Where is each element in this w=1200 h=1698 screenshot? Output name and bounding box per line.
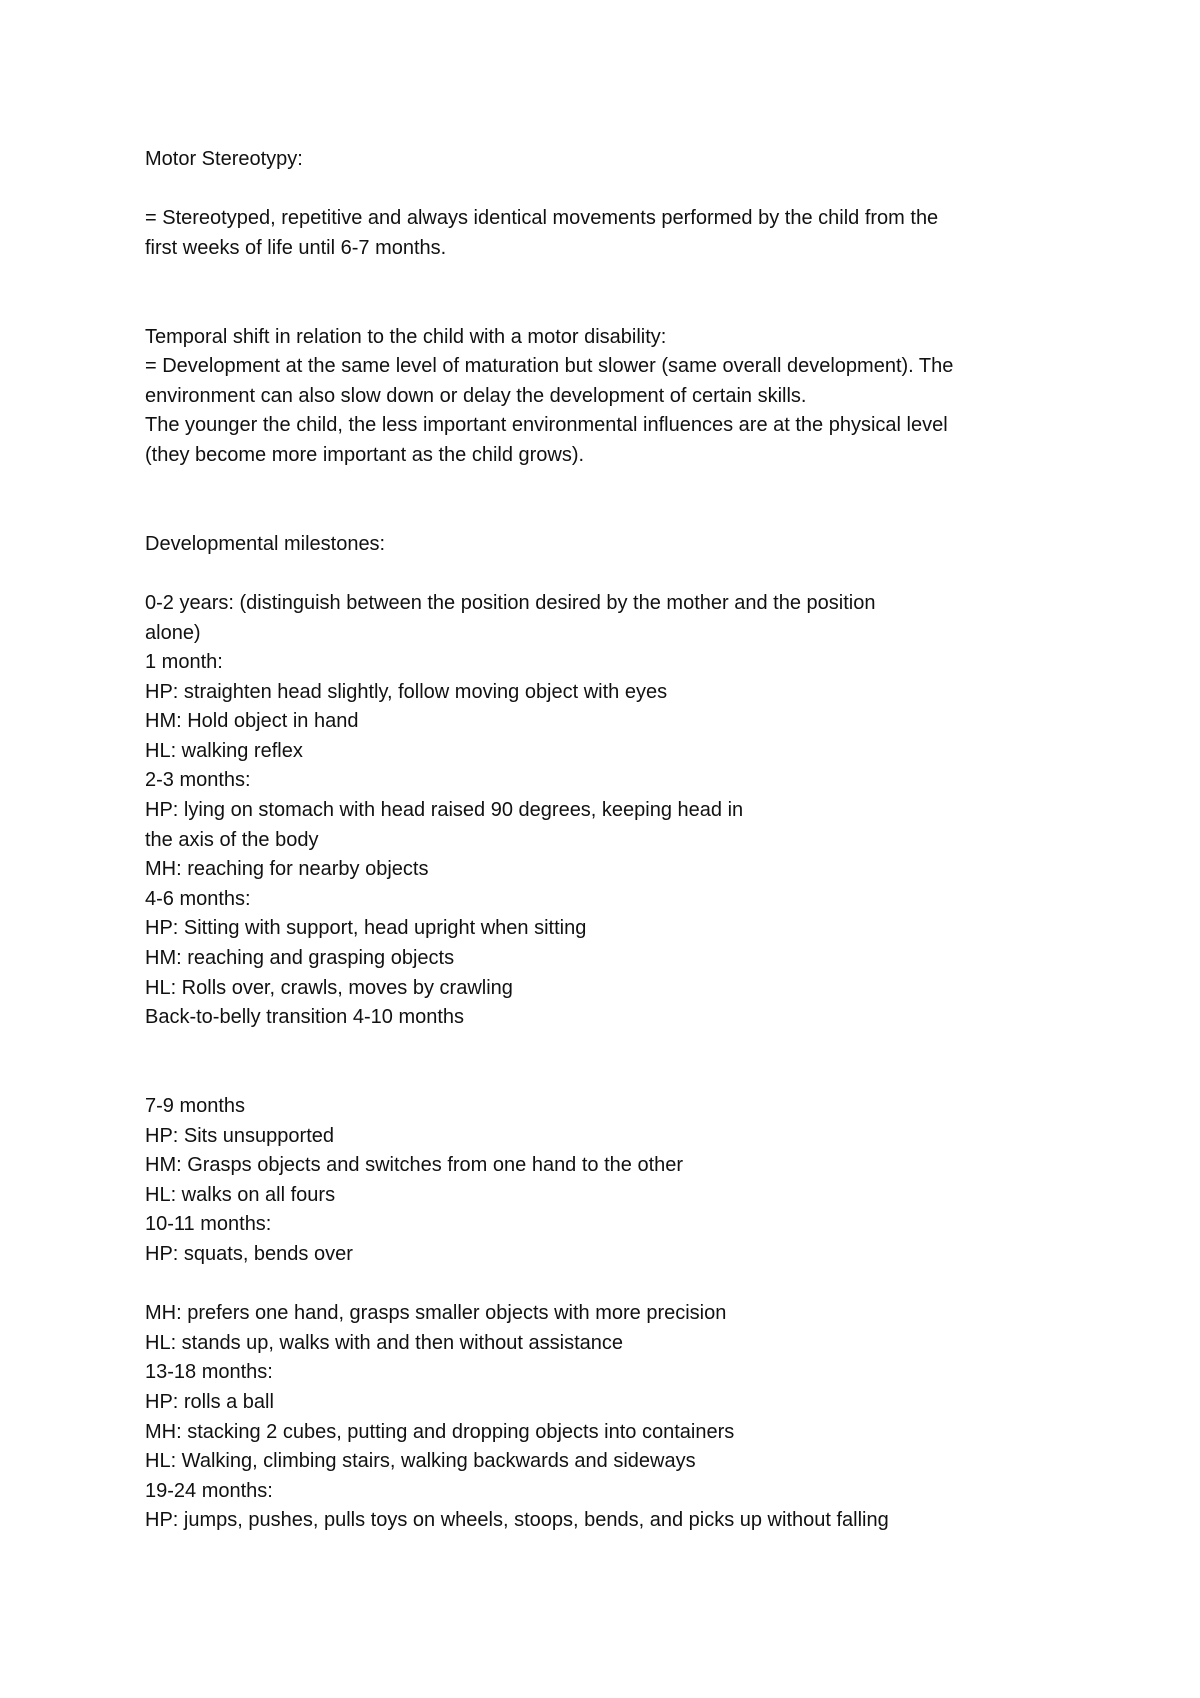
milestone-line: 7-9 months [145, 1095, 246, 1117]
paragraph-line: first weeks of life until 6-7 months. [145, 236, 447, 259]
milestone-line: HL: walking reflex [145, 739, 303, 762]
paragraph-line: environment can also slow down or delay the development of certain skills. [145, 384, 807, 407]
milestone-line: alone) [145, 621, 201, 644]
paragraph-line: The younger the child, the less important environmental influences are at the physical level [145, 414, 948, 437]
document-body [145, 145, 1075, 1536]
milestone-line: HP: Sits unsupported [145, 1124, 334, 1147]
milestone-line: HL: Walking, climbing stairs, walking backwards and sideways [145, 1450, 696, 1473]
paragraph-line: (they become more important as the child grows). [145, 443, 585, 466]
milestone-line: 19-24 months: [145, 1479, 273, 1502]
milestone-line: HL: walks on all fours [145, 1183, 336, 1206]
milestone-line: 1 month: [145, 651, 223, 674]
milestone-line: Back-to-belly transition 4-10 months [145, 1006, 465, 1029]
milestone-line: MH: prefers one hand, grasps smaller objects with more precision [145, 1302, 727, 1325]
heading-developmental-milestones: Developmental milestones: [145, 532, 386, 555]
milestone-line: MH: stacking 2 cubes, putting and dropping objects into containers [145, 1420, 735, 1443]
milestone-line: HP: straighten head slightly, follow moving object with eyes [145, 680, 668, 703]
milestone-line: HL: Rolls over, crawls, moves by crawling [145, 976, 513, 999]
spacer [145, 175, 1075, 205]
milestone-line: HM: reaching and grasping objects [145, 947, 455, 970]
milestone-line: HP: squats, bends over [145, 1242, 353, 1265]
milestone-line: HL: stands up, walks with and then without assistance [145, 1331, 624, 1354]
spacer [145, 559, 1075, 589]
milestone-line: HP: rolls a ball [145, 1390, 274, 1413]
milestone-line: HM: Grasps objects and switches from one hand to the other [145, 1154, 684, 1177]
paragraph-line: = Development at the same level of maturation but slower (same overall development). The [145, 355, 954, 378]
milestone-line: HP: lying on stomach with head raised 90 degrees, keeping head in [145, 799, 744, 822]
spacer [145, 1270, 1075, 1300]
milestone-line: HP: jumps, pushes, pulls toys on wheels, stoops, bends, and picks up without falling [145, 1509, 889, 1532]
spacer [145, 263, 1075, 322]
milestone-line: 4-6 months: [145, 887, 251, 910]
milestone-line: HP: Sitting with support, head upright when sitting [145, 917, 587, 940]
heading-motor-stereotypy: Motor Stereotypy: [145, 148, 303, 170]
spacer [145, 1033, 1075, 1092]
milestone-line: 2-3 months: [145, 769, 251, 792]
heading-temporal-shift: Temporal shift in relation to the child with a motor disability: [145, 325, 667, 348]
milestone-line: 10-11 months: [145, 1213, 272, 1236]
spacer [145, 471, 1075, 530]
milestone-line: 0-2 years: (distinguish between the position desired by the mother and the position [145, 591, 876, 614]
paragraph-line: = Stereotyped, repetitive and always identical movements performed by the child from the [145, 207, 939, 230]
milestone-line: HM: Hold object in hand [145, 710, 359, 733]
milestone-line: the axis of the body [145, 828, 319, 851]
milestone-line: 13-18 months: [145, 1361, 273, 1384]
milestone-line: MH: reaching for nearby objects [145, 858, 429, 881]
